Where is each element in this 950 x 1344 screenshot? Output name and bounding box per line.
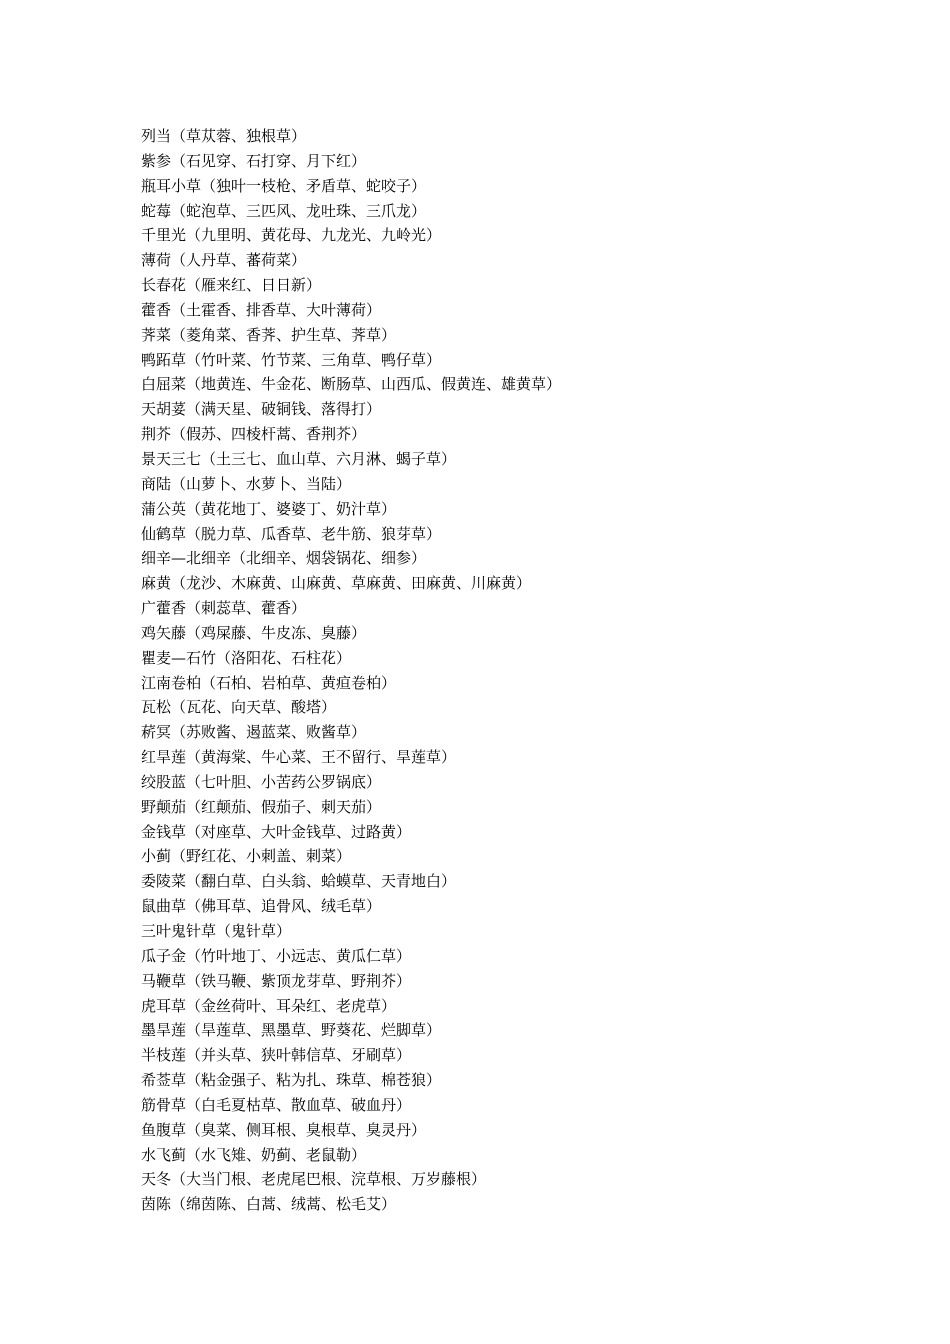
list-item: 水飞蓟（水飞雉、奶蓟、老鼠勒） [141, 1145, 367, 1164]
list-item: 商陆（山萝卜、水萝卜、当陆） [141, 474, 352, 493]
list-item: 麻黄（龙沙、木麻黄、山麻黄、草麻黄、田麻黄、川麻黄） [141, 574, 532, 593]
list-item: 景天三七（土三七、血山草、六月淋、蝎子草） [141, 449, 457, 468]
list-item: 菥冥（苏败酱、遏蓝菜、败酱草） [141, 723, 367, 742]
list-item: 广藿香（刺蕊草、藿香） [141, 599, 307, 618]
list-item: 墨旱莲（旱莲草、黑墨草、野葵花、烂脚草） [141, 1021, 442, 1040]
list-item: 天冬（大当门根、老虎尾巴根、浣草根、万岁藤根） [141, 1170, 487, 1189]
list-item: 藿香（土霍香、排香草、大叶薄荷） [141, 300, 382, 319]
list-item: 三叶鬼针草（鬼针草） [141, 922, 292, 940]
list-item: 蛇莓（蛇泡草、三匹风、龙吐珠、三爪龙） [141, 201, 427, 220]
list-item: 天胡荽（满天星、破铜钱、落得打） [141, 400, 382, 419]
list-item: 绞股蓝（七叶胆、小苦药公罗锅底） [141, 772, 382, 791]
list-item: 鱼腹草（臭菜、侧耳根、臭根草、臭灵丹） [141, 1120, 427, 1139]
list-item: 虎耳草（金丝荷叶、耳朵红、老虎草） [141, 996, 397, 1015]
list-item: 茵陈（绵茵陈、白蒿、绒蒿、松毛艾） [141, 1195, 397, 1214]
list-item: 江南卷柏（石柏、岩柏草、黄疸卷柏） [141, 673, 397, 692]
list-item: 仙鹤草（脱力草、瓜香草、老牛筋、狼芽草） [141, 524, 442, 543]
list-item: 希莶草（粘金强子、粘为扎、珠草、棉苍狼） [141, 1071, 442, 1090]
list-item: 野颠茄（红颠茄、假茄子、刺天茄） [141, 797, 382, 816]
list-item: 瓜子金（竹叶地丁、小远志、黄瓜仁草） [141, 946, 412, 965]
list-item: 筋骨草（白毛夏枯草、散血草、破血丹） [141, 1095, 412, 1114]
list-item: 小蓟（野红花、小刺盖、刺菜） [141, 847, 352, 866]
list-item: 半枝莲（并头草、狭叶韩信草、牙刷草） [141, 1046, 412, 1065]
list-item: 薄荷（人丹草、蕃荷菜） [141, 251, 307, 270]
list-item: 长春花（雁来红、日日新） [141, 276, 322, 295]
list-item: 鸭跖草（竹叶菜、竹节菜、三角草、鸭仔草） [141, 350, 442, 369]
list-item: 瞿麦—石竹（洛阳花、石柱花） [141, 648, 352, 667]
herb-name-list [141, 124, 561, 1217]
list-item: 瓶耳小草（独叶一枝枪、矛盾草、蛇咬子） [141, 176, 427, 195]
list-item: 马鞭草（铁马鞭、紫顶龙芽草、野荆芥） [141, 971, 412, 990]
list-item: 荆芥（假苏、四棱杆蒿、香荆芥） [141, 425, 367, 444]
list-item: 紫参（石见穿、石打穿、月下红） [141, 151, 367, 170]
list-item: 千里光（九里明、黄花母、九龙光、九岭光） [141, 226, 442, 245]
list-item: 鸡矢藤（鸡屎藤、牛皮冻、臭藤） [141, 623, 367, 642]
list-item: 委陵菜（翻白草、白头翁、蛤蟆草、天青地白） [141, 872, 457, 891]
list-item: 白屈菜（地黄连、牛金花、断肠草、山西瓜、假黄连、雄黄草） [141, 375, 562, 394]
list-item: 荠菜（菱角菜、香荠、护生草、荠草） [141, 325, 397, 344]
list-item: 细辛—北细辛（北细辛、烟袋锅花、细参） [141, 549, 427, 568]
list-item: 列当（草苁蓉、独根草） [141, 127, 307, 145]
list-item: 蒲公英（黄花地丁、婆婆丁、奶汁草） [141, 499, 397, 518]
list-item: 鼠曲草（佛耳草、追骨风、绒毛草） [141, 897, 382, 916]
list-item: 红旱莲（黄海棠、牛心菜、王不留行、旱莲草） [141, 748, 457, 767]
list-item: 金钱草（对座草、大叶金钱草、过路黄） [141, 822, 412, 841]
list-item: 瓦松（瓦花、向天草、酸塔） [141, 698, 337, 717]
